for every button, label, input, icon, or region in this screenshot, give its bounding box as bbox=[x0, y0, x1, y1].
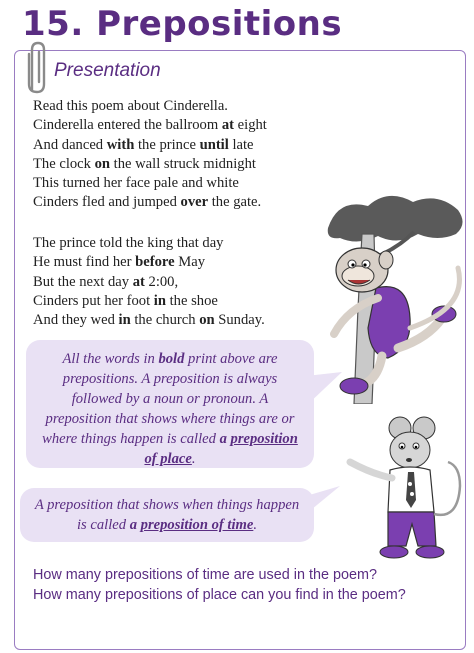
poem-text: And danced bbox=[33, 136, 107, 153]
section-title: Presentation bbox=[54, 60, 161, 81]
page-title: 15. Prepositions bbox=[22, 4, 343, 44]
bold-preposition: before bbox=[135, 254, 175, 271]
bubble1-term-article: a bbox=[219, 431, 231, 447]
bold-preposition: at bbox=[221, 117, 235, 134]
bubble1-end: . bbox=[191, 451, 196, 467]
poem-text: eight bbox=[234, 117, 267, 134]
question-1: How many prepositions of time are used in the poem? bbox=[33, 567, 377, 583]
preposition-of-place-term: preposition of place bbox=[144, 431, 298, 467]
poem-text: He must find her bbox=[33, 254, 136, 271]
poem-text: The clock bbox=[33, 155, 95, 172]
poem-text: the church bbox=[130, 312, 200, 329]
bold-preposition: with bbox=[106, 136, 135, 153]
poem-line bbox=[33, 155, 267, 174]
poem-text: This turned her face pale and white bbox=[33, 175, 239, 192]
poem-text: And they wed bbox=[33, 312, 119, 329]
poem-text: But the next day bbox=[33, 273, 133, 290]
bold-preposition: until bbox=[199, 136, 229, 153]
poem-text: the wall struck midnight bbox=[110, 155, 256, 172]
bubble1-text-b: print above are prepositions. A preposition is always followed by a noun or pronoun. A preposition that shows where things are or where things happen is called bbox=[42, 351, 295, 447]
speech-bubble-time bbox=[20, 488, 314, 542]
preposition-of-time-term: preposition of time bbox=[140, 517, 254, 533]
poem-line bbox=[33, 193, 267, 212]
poem-text: Cinders fled and jumped bbox=[33, 194, 181, 211]
bold-preposition: in bbox=[153, 292, 166, 309]
poem-stanza-1 bbox=[33, 97, 267, 213]
bubble2-end: . bbox=[253, 517, 257, 533]
poem-line bbox=[33, 116, 267, 135]
question-2: How many prepositions of place can you find in the poem? bbox=[33, 586, 406, 603]
bold-preposition: on bbox=[94, 155, 111, 172]
bubble2-text: A preposition that shows when things happen is called bbox=[34, 497, 300, 533]
poem-line bbox=[33, 311, 265, 330]
poem-text: Read this poem about Cinderella. bbox=[33, 98, 228, 114]
poem-line bbox=[33, 97, 267, 116]
bubble1-text-a: All the words in bbox=[62, 351, 159, 367]
questions bbox=[33, 566, 443, 605]
poem-stanza-2 bbox=[33, 234, 265, 330]
poem-text: Sunday. bbox=[214, 312, 265, 329]
poem-text: the prince bbox=[134, 136, 200, 153]
bold-preposition: at bbox=[132, 273, 145, 290]
poem-text: late bbox=[228, 136, 254, 153]
poem-text: 2:00, bbox=[144, 273, 179, 290]
poem-text: Cinders put her foot bbox=[33, 292, 154, 309]
bubble1-tail bbox=[306, 372, 346, 412]
bubble2-tail bbox=[306, 486, 344, 516]
paperclip-icon bbox=[24, 40, 50, 96]
poem-line bbox=[33, 253, 265, 272]
poem-line bbox=[33, 136, 267, 155]
poem-text: May bbox=[174, 254, 205, 271]
bold-preposition: in bbox=[118, 312, 131, 329]
bubble1-bold-word: bold bbox=[158, 351, 185, 367]
poem-line bbox=[33, 234, 265, 253]
poem-text: The prince told the king that day bbox=[33, 235, 224, 251]
poem-text: the shoe bbox=[165, 292, 218, 309]
poem-line bbox=[33, 174, 267, 193]
bold-preposition: over bbox=[180, 194, 209, 211]
poem-text: Cinderella entered the ballroom bbox=[33, 117, 222, 134]
poem-text: the gate. bbox=[208, 194, 262, 211]
mouse-illustration bbox=[342, 416, 464, 566]
bubble2-term-article: a bbox=[129, 517, 141, 533]
bold-preposition: on bbox=[199, 312, 215, 329]
poem-line bbox=[33, 292, 265, 311]
speech-bubble-place bbox=[26, 340, 314, 468]
poem-line bbox=[33, 273, 265, 292]
